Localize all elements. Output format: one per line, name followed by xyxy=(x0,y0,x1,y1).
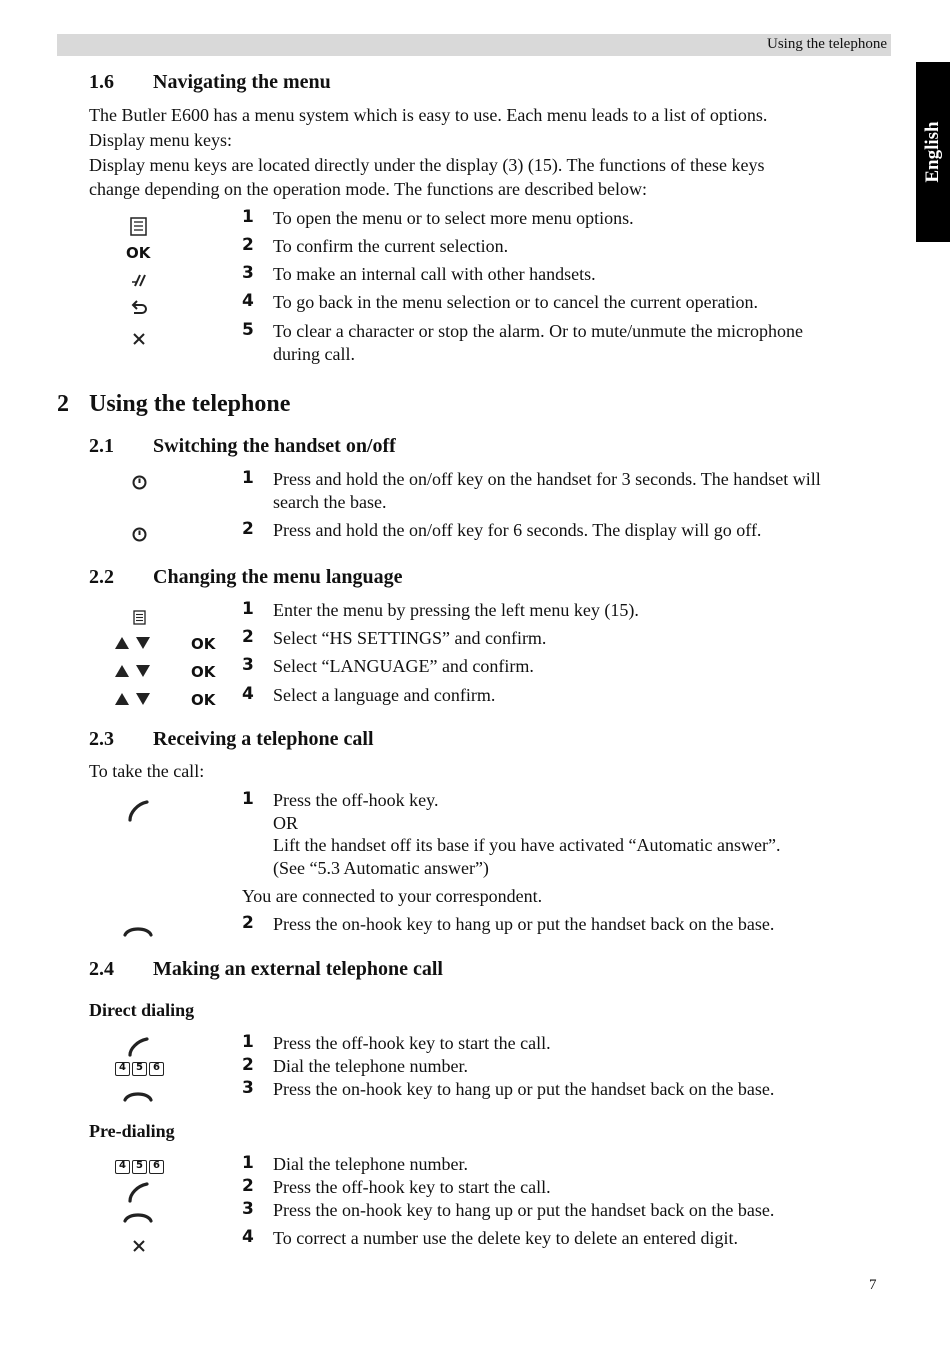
page-number: 7 xyxy=(869,1277,877,1293)
menu-key-icon xyxy=(133,610,146,625)
step-number: 3 xyxy=(242,655,254,675)
section-1-6-number: 1.6 xyxy=(89,71,114,93)
language-tab-label: English xyxy=(922,121,943,183)
step-text: Enter the menu by pressing the left menu key (15). xyxy=(273,600,639,620)
section-2-2-title: Changing the menu language xyxy=(153,566,403,588)
direct-dialing-heading: Direct dialing xyxy=(89,1000,195,1020)
power-key-icon xyxy=(132,475,147,490)
step-text: To make an internal call with other handsets. xyxy=(273,264,596,284)
language-tab xyxy=(916,62,950,242)
section-2-3-number: 2.3 xyxy=(89,728,114,750)
step-text: Press the on-hook key to hang up or put the handset back on the base. xyxy=(273,914,775,934)
step-text: (See “5.3 Automatic answer”) xyxy=(273,858,489,878)
step-text: Press the off-hook key to start the call. xyxy=(273,1177,551,1197)
delete-key-icon xyxy=(132,1239,146,1253)
step-text: To open the menu or to select more menu options. xyxy=(273,208,634,228)
intro-line: change depending on the operation mode. The functions are described below: xyxy=(89,179,647,199)
step-text: Select “LANGUAGE” and confirm. xyxy=(273,656,534,676)
power-key-icon xyxy=(132,527,147,542)
intro-line: Display menu keys are located directly under the display (3) (15). The functions of these keys xyxy=(89,155,765,175)
ok-key-icon: OK xyxy=(191,635,216,653)
section-2-4-title: Making an external telephone call xyxy=(153,958,443,980)
step-text: Press and hold the on/off key on the handset for 3 seconds. The handset will xyxy=(273,469,821,489)
step-number: 4 xyxy=(242,291,254,311)
ok-key-icon: OK xyxy=(126,244,151,262)
chapter-2-title: Using the telephone xyxy=(89,391,291,417)
running-title: Using the telephone xyxy=(767,36,887,52)
step-number: 1 xyxy=(242,599,254,619)
step-text: To clear a character or stop the alarm. Or to mute/unmute the microphone xyxy=(273,321,804,341)
step-text: Select “HS SETTINGS” and confirm. xyxy=(273,628,547,648)
up-down-keys-icon xyxy=(114,636,152,650)
pre-dialing-heading: Pre-dialing xyxy=(89,1121,175,1141)
step-number: 4 xyxy=(242,1227,254,1247)
off-hook-key-icon xyxy=(127,800,151,822)
step-text: Press the on-hook key to hang up or put the handset back on the base. xyxy=(273,1200,775,1220)
step-number: 1 xyxy=(242,1032,254,1052)
menu-key-icon xyxy=(130,217,147,236)
connected-note: You are connected to your correspondent. xyxy=(242,886,543,906)
step-text: search the base. xyxy=(273,492,387,512)
step-number: 3 xyxy=(242,1199,254,1219)
step-text: Select a language and confirm. xyxy=(273,685,496,705)
number-keypad-icon xyxy=(115,1160,164,1174)
step-number: 3 xyxy=(242,1078,254,1098)
ok-key-icon: OK xyxy=(191,691,216,709)
section-2-1-number: 2.1 xyxy=(89,435,114,457)
step-text: Press the off-hook key. xyxy=(273,790,439,810)
step-text: To go back in the menu selection or to cancel the current operation. xyxy=(273,292,759,312)
off-hook-key-icon xyxy=(127,1037,151,1057)
intro-line: Display menu keys: xyxy=(89,130,232,150)
step-number: 1 xyxy=(242,789,254,809)
up-down-keys-icon xyxy=(114,664,152,678)
step-number: 2 xyxy=(242,235,254,255)
section-2-4-number: 2.4 xyxy=(89,958,114,980)
on-hook-key-icon xyxy=(122,925,154,937)
section-2-1-title: Switching the handset on/off xyxy=(153,435,396,457)
step-text: Press and hold the on/off key for 6 seconds. The display will go off. xyxy=(273,520,762,540)
section-2-2-number: 2.2 xyxy=(89,566,114,588)
step-number: 1 xyxy=(242,1153,254,1173)
section-2-3-title: Receiving a telephone call xyxy=(153,728,374,750)
intercom-key-icon xyxy=(132,273,146,288)
keypad-key: 4 xyxy=(115,1160,130,1174)
up-down-keys-icon xyxy=(114,692,152,706)
keypad-key: 4 xyxy=(115,1062,130,1076)
step-text: Dial the telephone number. xyxy=(273,1056,468,1076)
ok-key-icon: OK xyxy=(191,663,216,681)
back-key-icon xyxy=(131,300,147,314)
keypad-key: 6 xyxy=(149,1062,164,1076)
step-number: 5 xyxy=(242,320,254,340)
step-number: 1 xyxy=(242,207,254,227)
step-number: 4 xyxy=(242,684,254,704)
on-hook-key-icon xyxy=(122,1211,154,1223)
step-text: during call. xyxy=(273,344,355,364)
step-text: Lift the handset off its base if you have activated “Automatic answer”. xyxy=(273,835,781,855)
delete-key-icon xyxy=(132,332,146,346)
chapter-2-number: 2 xyxy=(57,391,69,417)
off-hook-key-icon xyxy=(127,1182,151,1203)
number-keypad-icon xyxy=(115,1062,164,1076)
step-number: 2 xyxy=(242,519,254,539)
intro-text: To take the call: xyxy=(89,761,205,781)
step-text: OR xyxy=(273,813,299,833)
section-1-6-title: Navigating the menu xyxy=(153,71,331,93)
step-text: Press the off-hook key to start the call. xyxy=(273,1033,551,1053)
step-text: Dial the telephone number. xyxy=(273,1154,468,1174)
step-number: 3 xyxy=(242,263,254,283)
step-text: To correct a number use the delete key to delete an entered digit. xyxy=(273,1228,739,1248)
keypad-key: 6 xyxy=(149,1160,164,1174)
step-number: 2 xyxy=(242,627,254,647)
keypad-key: 5 xyxy=(132,1062,147,1076)
step-number: 2 xyxy=(242,913,254,933)
keypad-key: 5 xyxy=(132,1160,147,1174)
step-text: Press the on-hook key to hang up or put the handset back on the base. xyxy=(273,1079,775,1099)
step-number: 1 xyxy=(242,468,254,488)
running-header xyxy=(57,34,891,56)
step-text: To confirm the current selection. xyxy=(273,236,509,256)
step-number: 2 xyxy=(242,1176,254,1196)
step-number: 2 xyxy=(242,1055,254,1075)
on-hook-key-icon xyxy=(122,1090,154,1102)
intro-line: The Butler E600 has a menu system which is easy to use. Each menu leads to a list of options. xyxy=(89,105,768,125)
